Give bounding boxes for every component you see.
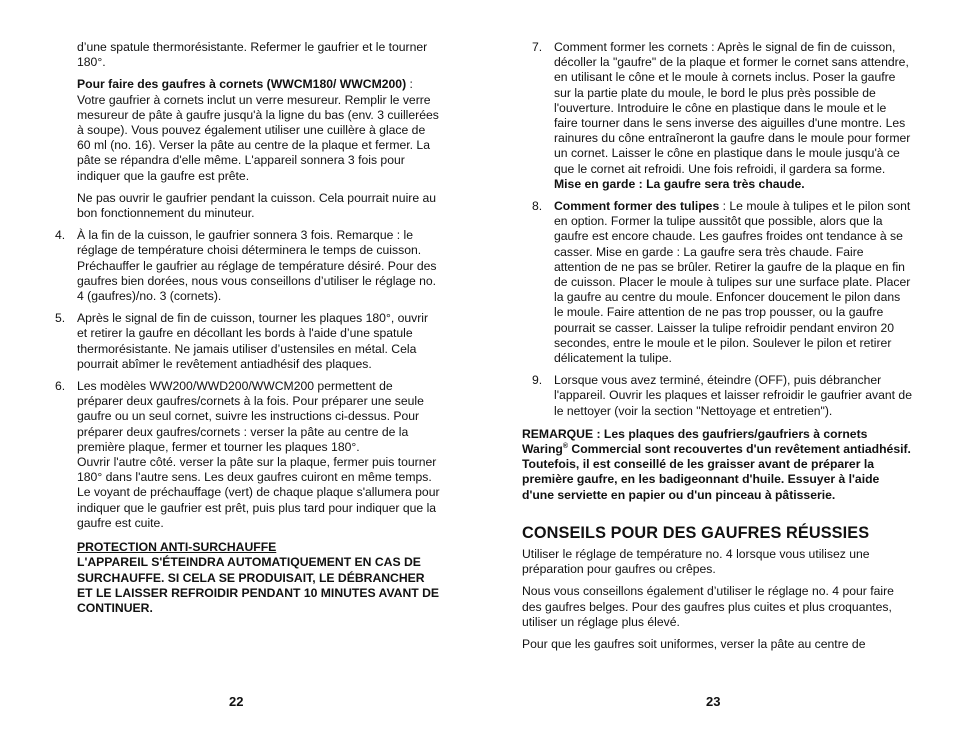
paragraph-do-not-open: Ne pas ouvrir le gaufrier pendant la cuisson. Cela pourrait nuire au bon fonctionnement du minuteur. [77, 190, 437, 221]
item-text: Après le signal de fin de cuisson, tourner les plaques 180°, ouvrir et retirer la gaufre en décollant les bords à l'aide d’une spatule thermorésistante. Ne jamais utiliser d’ustensiles en métal. Cela pourrait abîmer le revêtement antiadhésif des plaques. [77, 311, 429, 371]
item-text: Comment former les cornets : Après le signal de fin de cuisson, décoller la "gaufre" de la plaque et former le cornet sans attendre, en utilisant le cône et le moule à cornets inclus. Poser la gaufre sur la partie plate du moule, le bord le plus près possible de l'ouverture. Introduire le cône en plastique dans le moule et le faire tourner dans le sens inverse des aiguilles d'une montre. Les rainures du cône entraîneront la gaufre dans le moule pour former un cornet. Laisser le cône en plastique dans le moule jusqu'à ce que le cornet ait refroidi. Une fois refroidi, il gardera sa forme. [554, 40, 911, 176]
left-page-column [55, 40, 440, 623]
note-paragraph [522, 427, 912, 503]
paragraph-continuation: d’une spatule thermorésistante. Refermer le gaufrier et le tourner 180°. [77, 40, 428, 70]
list-item-8 [522, 199, 912, 366]
list-item-5 [55, 311, 440, 372]
item-text: Lorsque vous avez terminé, éteindre (OFF), puis débrancher l'appareil. Ouvrir les plaques et laisser refroidir le gaufrier avant de le nettoyer (voir la section "Nettoyage et entretien"). [554, 373, 912, 418]
note-text-start: REMARQUE : Les plaques des gaufriers/gaufriers à cornets Waring [522, 426, 868, 457]
item-number: 9. [532, 373, 543, 388]
list-item-4 [55, 228, 440, 304]
item-warning: Mise en garde : La gaufre sera très chaude. [554, 176, 805, 191]
page-number-left: 22 [229, 694, 244, 709]
item-number: 6. [55, 379, 66, 394]
section-heading: CONSEILS POUR DES GAUFRES RÉUSSIES [522, 523, 870, 542]
cone-waffles-title: Pour faire des gaufres à cornets (WWCM180/ WWCM200) [77, 77, 407, 92]
item-text-continued: Ouvrir l'autre côté. verser la pâte sur la plaque, fermer puis tourner 180° dans l'autre sens. Les deux gaufres cuiront en même temps. Le voyant de préchauffage (vert) de chaque plaque s'allumera pour indiquer que le gaufrier est prêt, puis plus tard pour indiquer que la gaufre est cuite. [77, 455, 440, 530]
cone-waffles-text: : Votre gaufrier à cornets inclut un verre mesureur. Remplir le verre mesureur de pâte à gaufre jusqu'à la ligne du bas (env. 3 cuillerées à soupe). Vous pouvez également utiliser une cuillère à glace de 60 ml (no. 16). Verser la pâte au centre de la plaque et fermer. La pâte se répandra d'elle même. L'appareil sonnera 3 fois pour indiquer que la gaufre est prête. [77, 77, 439, 183]
overheat-protection-text: L'APPAREIL S'ÉTEINDRA AUTOMATIQUEMENT EN CAS DE SURCHAUFFE. SI CELA SE PRODUISAIT, LE DÉBRANCHER ET LE LAISSER REFROIDIR PENDANT 10 MINUTES AVANT DE CONTINUER. [77, 555, 440, 615]
item-number: 4. [55, 228, 66, 243]
right-page-column [522, 40, 912, 659]
item-number: 5. [55, 311, 66, 326]
item-text: À la fin de la cuisson, le gaufrier sonnera 3 fois. Remarque : le réglage de température choisi déterminera le temps de cuisson. Préchauffer le gaufrier au réglage de température désiré. Pour des gaufres bien dorées, nous vous conseillons d’utiliser le réglage no. 4 (gaufres)/no. 3 (cornets). [77, 228, 437, 304]
list-item-7 [522, 40, 912, 192]
tip-paragraph: Pour que les gaufres soit uniformes, verser la pâte au centre de [522, 636, 866, 651]
list-item-6 [55, 379, 440, 531]
tulips-title: Comment former des tulipes [554, 199, 720, 214]
registered-mark: ® [562, 443, 569, 451]
item-text: : Le moule à tulipes et le pilon sont en option. Former la tulipe aussitôt que possible, alors que la gaufre est encore chaude. Les gaufres froides ont tendance à se casser. Mise en garde : La gaufre sera très chaude. Faire attention de ne pas se brûler. Retirer la gaufre de la plaque en fin de cuisson. Placer le moule à tulipes sur une surface plate. Placer la gaufre au centre du moule. Enfoncer doucement le pilon dans le moule. Faire attention de ne pas trop pousser, ou la gaufre pourrait se casser. Laisser la tulipe refroidir pendant environ 20 secondes, entre le moule et le pilon. Soulever le pilon et retirer délicatement la tulipe. [554, 199, 911, 366]
overheat-protection-title: PROTECTION ANTI-SURCHAUFFE [77, 540, 277, 555]
tip-paragraph: Nous vous conseillons également d’utiliser le réglage no. 4 pour faire des gaufres belges. Pour des gaufres plus cuites et plus croquantes, utiliser un réglage plus élevé. [522, 584, 894, 629]
item-number: 7. [532, 40, 543, 54]
page-number-right: 23 [706, 694, 721, 709]
item-text: Les modèles WW200/WWD200/WWCM200 permettent de préparer deux gaufres/cornets à la fois. Pour préparer une seule gaufre ou un seul cornet, suivre les instructions ci-dessus. Pour préparer deux gaufres/cornets : verser la pâte au centre de la première plaque, fermer et tourner les plaques 180°. [77, 379, 424, 454]
note-text-end: Commercial sont recouvertes d'un revêtement antiadhésif. Toutefois, il est conseillé de les graisser avant de préparer la première gaufre, en les badigeonnant d'huile. Essuyer à l'aide d'une serviette en papier ou d'un pinceau à pâtisserie. [522, 442, 911, 502]
list-item-9 [522, 373, 912, 419]
overheat-protection-block [55, 540, 440, 616]
paragraph-cone-waffles [55, 77, 440, 183]
item-number: 8. [532, 199, 543, 214]
tip-paragraph: Utiliser le réglage de température no. 4 lorsque vous utilisez une préparation pour gaufres ou crêpes. [522, 546, 870, 577]
